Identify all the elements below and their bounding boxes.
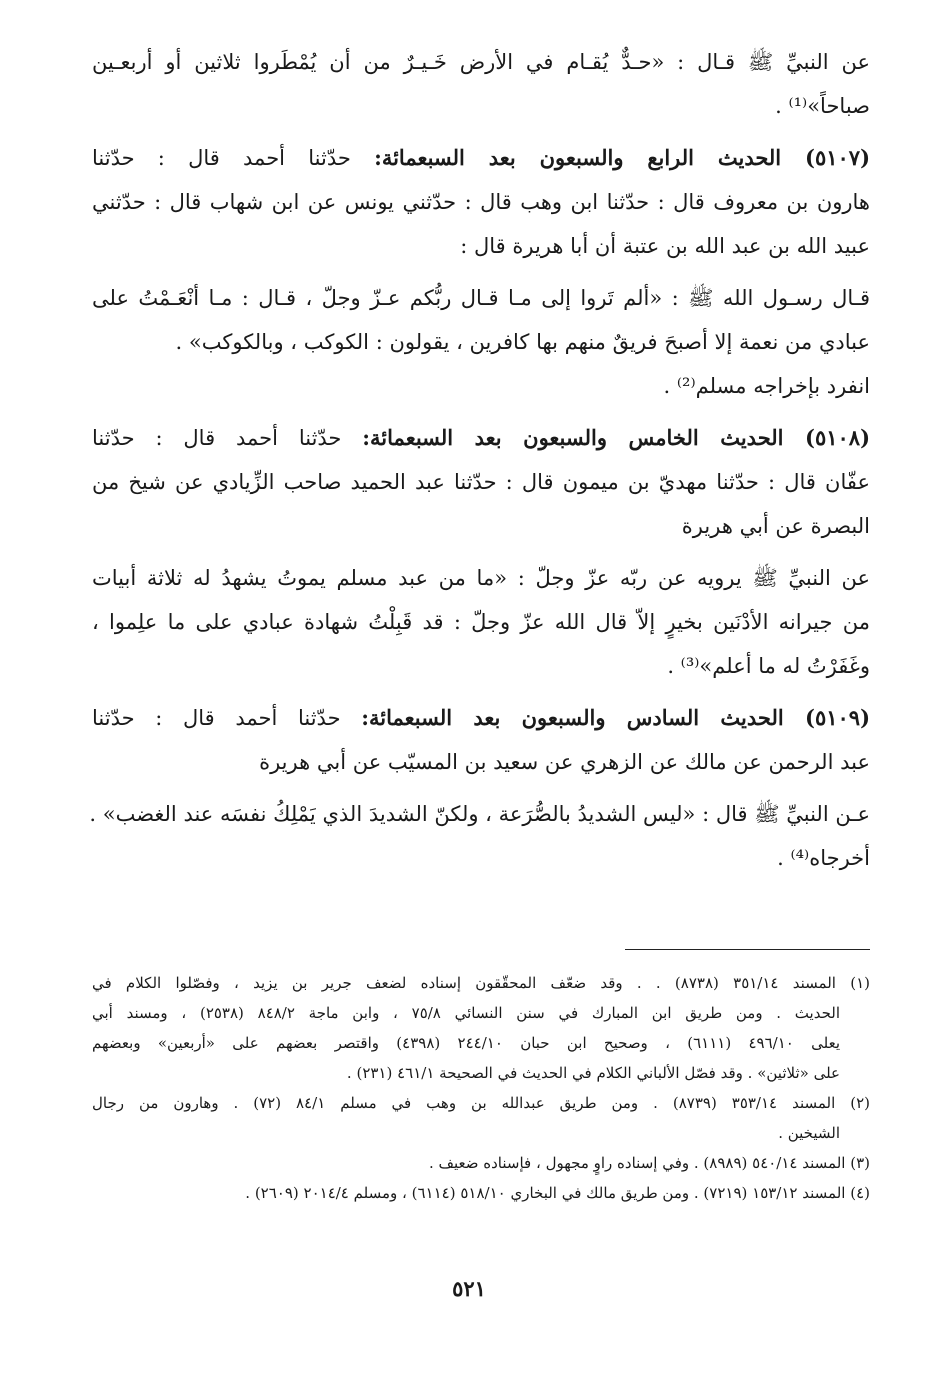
- text-line: انفرد بإخراجه مسلم⁽²⁾ .: [663, 374, 870, 398]
- footnote-line: (٢) المسند ٣٥٣/١٤ (٨٧٣٩) . ومن طريق عبدالله بن وهب في مسلم ٨٤/١ (٧٢) . وهارون من رجال: [92, 1094, 870, 1112]
- footnote-line: (٤) المسند ١٥٣/١٢ (٧٢١٩) . ومن طريق مالك في البخاري ٥١٨/١٠ (٦١١٤) ، ومسلم ٢٠١٤/٤ (٢٦٠٩) .: [245, 1184, 870, 1202]
- text-line: عبد الرحمن عن مالك عن الزهري عن سعيد بن المسيّب عن أبي هريرة: [259, 750, 870, 774]
- text-line: صباحاً»⁽¹⁾ .: [775, 94, 870, 118]
- footnote: [92, 968, 870, 1088]
- text-line: أخرجاه⁽⁴⁾ .: [777, 846, 870, 870]
- hadith-heading: (٥١٠٧) الحديث الرابع والسبعون بعد السبعمائة:: [374, 145, 871, 170]
- footnote: [92, 1178, 870, 1208]
- text-line: عبيد الله بن عبد الله بن عتبة أن أبا هريرة قال :: [460, 234, 870, 258]
- text-fragment: حدّثنا أحمد قال : حدّثنا: [92, 706, 362, 730]
- hadith-heading: (٥١٠٩) الحديث السادس والسبعون بعد السبعمائة:: [361, 705, 870, 730]
- main-text: [89, 40, 871, 888]
- hadith-text-block: [92, 136, 870, 268]
- hadith-text-block: [92, 696, 870, 784]
- text-line: [92, 696, 870, 740]
- footnote-line: على «ثلاثين» . وقد فصّل الألباني الكلام في الحديث في الصحيحة ٤٦١/١ (٢٣١) .: [346, 1064, 840, 1082]
- text-fragment: حدّثنا أحمد قال : حدّثنا: [92, 426, 363, 450]
- text-fragment: حدّثنا أحمد قال : حدّثنا: [92, 146, 375, 170]
- footnote-line: يعلى ٤٩٦/١٠ (٦١١١) ، وصحيح ابن حبان ٢٤٤/١٠ (٤٣٩٨) واقتصر بعضهم على «أربعين» وبعضهم: [92, 1034, 841, 1052]
- text-line: من جيرانه الأدْنَين بخيرٍ إلاّ قال الله عزّ وجلّ : قد قَبِلْتُ شهادة عبادي على ما علِموا ،: [92, 610, 870, 634]
- text-line: قـال رسـول الله ﷺ : «ألم تَروا إلى مـا قـال ربُّكم عـزّ وجلّ ، قـال : مـا أنْعَـمْتُ على: [92, 286, 870, 310]
- footnote-line: (٣) المسند ٥٤٠/١٤ (٨٩٨٩) . وفي إسناده راوٍ مجهول ، فإسناده ضعيف .: [428, 1154, 870, 1172]
- footnote-line: الحديث . ومن طريق ابن المبارك في سنن النسائي ٧٥/٨ ، وابن ماجة ٨٤٨/٢ (٢٥٣٨) ، ومسند أبي: [92, 1004, 841, 1022]
- text-line: [92, 136, 870, 180]
- footnote-separator: [625, 949, 870, 950]
- page-number: ٥٢١: [452, 1276, 486, 1301]
- text-line: وغَفَرْتُ له ما أعلم»⁽³⁾ .: [667, 654, 870, 678]
- footnote-line: (١) المسند ٣٥١/١٤ (٨٧٣٨) . . وقد ضعّف المحقّقون إسناده لضعف جرير بن يزيد ، وفصّلوا الكلام في: [92, 974, 870, 992]
- text-line: عـن النبيِّ ﷺ قال : «ليس الشديدُ بالصُّرَعة ، ولكنّ الشديدَ الذي يَمْلِكُ نفسَه عند الغضب» .: [89, 802, 870, 826]
- footnote: [92, 1148, 870, 1178]
- text-line: عن النبيِّ ﷺ قـال : «حـدٌّ يُقـام في الأرض خَـيـرٌ من أن يُمْطَروا ثلاثين أو أربعـين: [92, 50, 870, 74]
- footnote-line: الشيخين .: [778, 1124, 840, 1142]
- hadith-text-block: [89, 792, 870, 880]
- text-line: عبادي من نعمة إلا أصبحَ فريقٌ منهم بها كافرين ، يقولون : الكوكب ، وبالكوكب» .: [175, 330, 870, 354]
- text-line: البصرة عن أبي هريرة: [681, 514, 870, 538]
- hadith-text-block: [92, 556, 870, 688]
- text-line: [92, 416, 870, 460]
- text-line: عفّان قال : حدّثنا مهديّ بن ميمون قال : حدّثنا عبد الحميد صاحب الزِّيادي عن شيخ من: [92, 470, 870, 494]
- hadith-text-block: [92, 416, 870, 548]
- footnotes: [92, 968, 870, 1208]
- text-line: عن النبيِّ ﷺ يرويه عن ربّه عزّ وجلّ : «ما من عبد مسلم يموتُ يشهدُ له ثلاثة أبيات: [92, 566, 870, 590]
- hadith-heading: (٥١٠٨) الحديث الخامس والسبعون بعد السبعمائة:: [362, 425, 871, 450]
- text-line: هارون بن معروف قال : حدّثنا ابن وهب قال : حدّثني يونس عن ابن شهاب قال : حدّثني: [92, 190, 870, 214]
- footnote: [92, 1088, 870, 1148]
- hadith-text-block: [92, 276, 870, 408]
- hadith-text-block: [92, 40, 870, 128]
